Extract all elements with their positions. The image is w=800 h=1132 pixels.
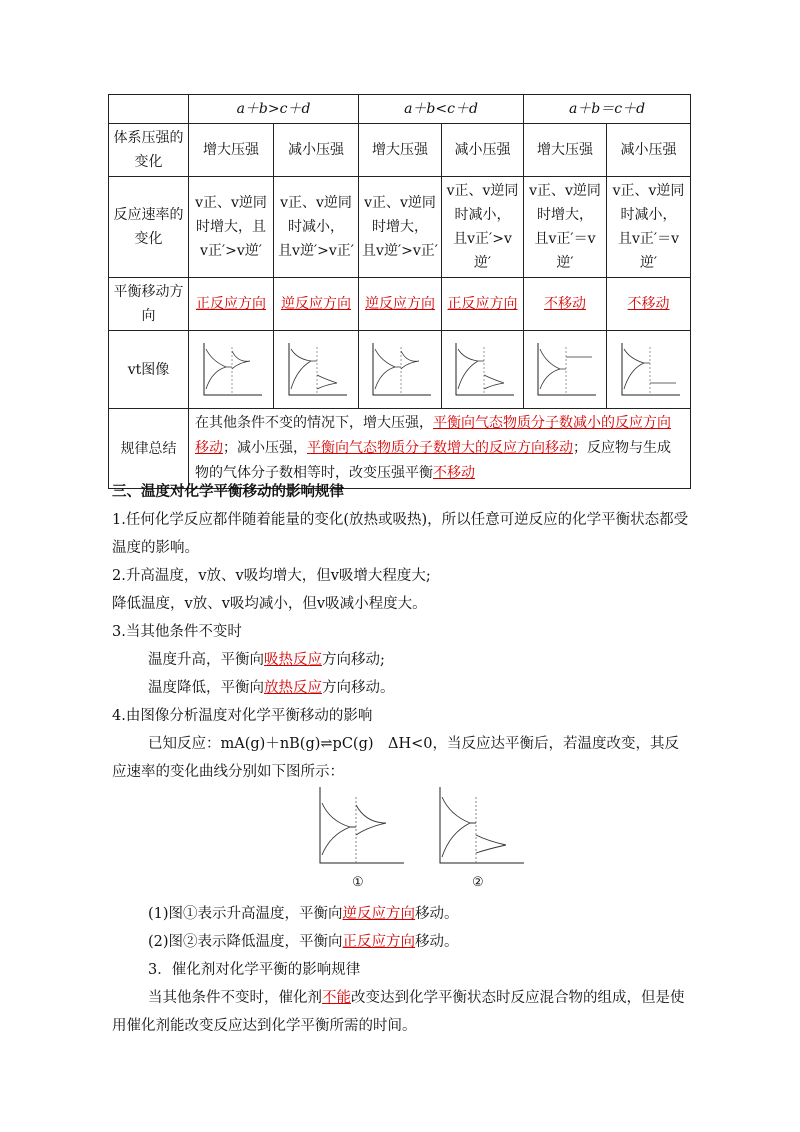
pressure-cell: 减小压强 <box>607 124 691 177</box>
group-header: a＋b<c＋d <box>359 95 524 124</box>
vt-graph-cell <box>524 331 607 409</box>
paragraph: 已知反应：mA(g)＋nB(g)⇌pC(g) ΔH<0，当反应达平衡后，若温度改变，其反应速率的变化曲线分别如下图所示： <box>112 736 680 780</box>
rate-line: v正′>v逆′ <box>200 243 262 259</box>
text-run: 温度降低，平衡向 <box>148 680 264 696</box>
text-run: 改变达到化学平衡状态时反应混合物的组成，但是使用催化剂能改变反应达到化学平衡所需的时间。 <box>112 990 685 1034</box>
vt-graph-cell <box>607 331 691 409</box>
shift-cell: 不移动 <box>627 296 670 312</box>
shift-cell: 逆反应方向 <box>365 296 435 312</box>
rate-line: 时减小， <box>620 207 677 223</box>
rate-line: 且v逆′>v正′ <box>278 243 354 259</box>
summary-highlight: 平衡向气态物质分子数增大的反应方向移动 <box>307 440 573 456</box>
table-corner <box>109 95 189 124</box>
rate-line: v正、v逆同 <box>612 183 685 199</box>
rate-time-graph-icon <box>432 783 532 873</box>
vt-graph-cell <box>442 331 524 409</box>
pressure-cell: 减小压强 <box>442 124 524 177</box>
text-run: 方向移动。 <box>322 680 395 696</box>
figure-2-label: ② <box>472 875 484 890</box>
text-run: 移动。 <box>415 906 459 922</box>
rate-line: 且v正′>v逆′ <box>453 231 512 271</box>
text-highlight: 逆反应方向 <box>342 906 416 922</box>
rate-line: 且v逆′>v正′ <box>362 243 438 259</box>
paragraph: 1.任何化学反应都伴随着能量的变化(放热或吸热)，所以任意可逆反应的化学平衡状态都受温度的影响。 <box>112 512 689 556</box>
pressure-cell: 减小压强 <box>274 124 359 177</box>
rate-cell <box>607 177 691 278</box>
paragraph <box>112 928 728 956</box>
row-label-vt: vt图像 <box>109 331 189 409</box>
vt-graph-cell <box>359 331 442 409</box>
row-label-rate: 反应速率的变化 <box>109 177 189 278</box>
rate-line: 时增大， <box>537 207 593 223</box>
pressure-cell: 增大压强 <box>359 124 442 177</box>
group-header: a＋b＝c＋d <box>524 95 691 124</box>
rate-line: v正、v逆同 <box>364 195 436 211</box>
paragraph <box>112 900 728 928</box>
shift-cell: 正反应方向 <box>196 296 266 312</box>
rate-line: v正、v逆同 <box>446 183 519 199</box>
summary-highlight: 平衡向气态物质分子数减小的反应方向移动 <box>195 415 671 456</box>
text-run: 移动。 <box>415 934 459 950</box>
vt-graph-cell <box>189 331 274 409</box>
row-label-summary: 规律总结 <box>109 409 189 489</box>
section-heading: 三、温度对化学平衡移动的影响规律 <box>112 483 344 500</box>
vt-graph-icon <box>281 339 351 401</box>
pressure-effect-table <box>108 94 691 489</box>
rate-line: v正、v逆同 <box>280 195 352 211</box>
pressure-cell: 增大压强 <box>524 124 607 177</box>
text-run: 当其他条件不变时，催化剂 <box>148 990 322 1006</box>
paragraph: 降低温度，v放、v吸均减小，但v吸减小程度大。 <box>112 596 427 612</box>
rate-line: 时增大，且 <box>196 219 266 235</box>
vt-graph-icon <box>448 339 518 401</box>
rate-line: 时减小， <box>288 219 344 235</box>
vt-graph-icon <box>196 339 266 401</box>
paragraph: 4.由图像分析温度对化学平衡移动的影响 <box>112 708 373 724</box>
rate-time-graph-icon <box>312 783 412 873</box>
section-heading: 3．催化剂对化学平衡的影响规律 <box>148 962 361 978</box>
paragraph <box>112 646 728 674</box>
summary-highlight: 不移动 <box>433 465 475 481</box>
row-label-shift: 平衡移动方向 <box>109 278 189 331</box>
figure-2 <box>432 783 532 877</box>
shift-cell: 逆反应方向 <box>281 296 351 312</box>
group-header: a＋b>c＋d <box>189 95 359 124</box>
rate-cell <box>274 177 359 278</box>
rate-line: 时减小， <box>454 207 511 223</box>
rate-cell <box>189 177 274 278</box>
shift-cell: 正反应方向 <box>447 296 518 312</box>
summary-text: 在其他条件不变的情况下，增大压强， <box>195 415 433 431</box>
text-run: (2)图②表示降低温度，平衡向 <box>148 934 343 950</box>
rate-line: v正、v逆同 <box>529 183 601 199</box>
rate-line: 且v正′＝v逆′ <box>618 231 679 271</box>
summary-text: ；反应物与生成物的气体分子数相等时，改变压强平衡 <box>195 440 671 481</box>
text-run: 温度升高，平衡向 <box>148 652 264 668</box>
rate-line: 且v正′＝v逆′ <box>534 231 596 271</box>
row-label-pressure: 体系压强的变化 <box>109 124 189 177</box>
rate-cell <box>359 177 442 278</box>
rate-cell <box>524 177 607 278</box>
text-run: (1)图①表示升高温度，平衡向 <box>148 906 343 922</box>
paragraph: 3.当其他条件不变时 <box>112 624 242 640</box>
text-highlight: 放热反应 <box>264 680 322 696</box>
paragraph <box>112 984 692 1040</box>
text-highlight: 正反应方向 <box>342 934 416 950</box>
rate-line: 时增大， <box>372 219 428 235</box>
paragraph: 2.升高温度，v放、v吸均增大，但v吸增大程度大; <box>112 568 431 584</box>
rate-line: v正、v逆同 <box>195 195 267 211</box>
figure-1-label: ① <box>352 875 364 890</box>
text-highlight: 不能 <box>322 990 351 1006</box>
figure-1 <box>312 783 412 877</box>
vt-graph-icon <box>614 339 684 401</box>
vt-graph-icon <box>530 339 600 401</box>
vt-graph-cell <box>274 331 359 409</box>
paragraph <box>112 674 728 702</box>
text-highlight: 吸热反应 <box>264 652 322 668</box>
pressure-cell: 增大压强 <box>189 124 274 177</box>
summary-cell <box>189 409 691 489</box>
text-run: 方向移动; <box>322 652 385 668</box>
vt-graph-icon <box>365 339 435 401</box>
rate-cell <box>442 177 524 278</box>
summary-text: ；减小压强， <box>223 440 307 456</box>
shift-cell: 不移动 <box>544 296 586 312</box>
